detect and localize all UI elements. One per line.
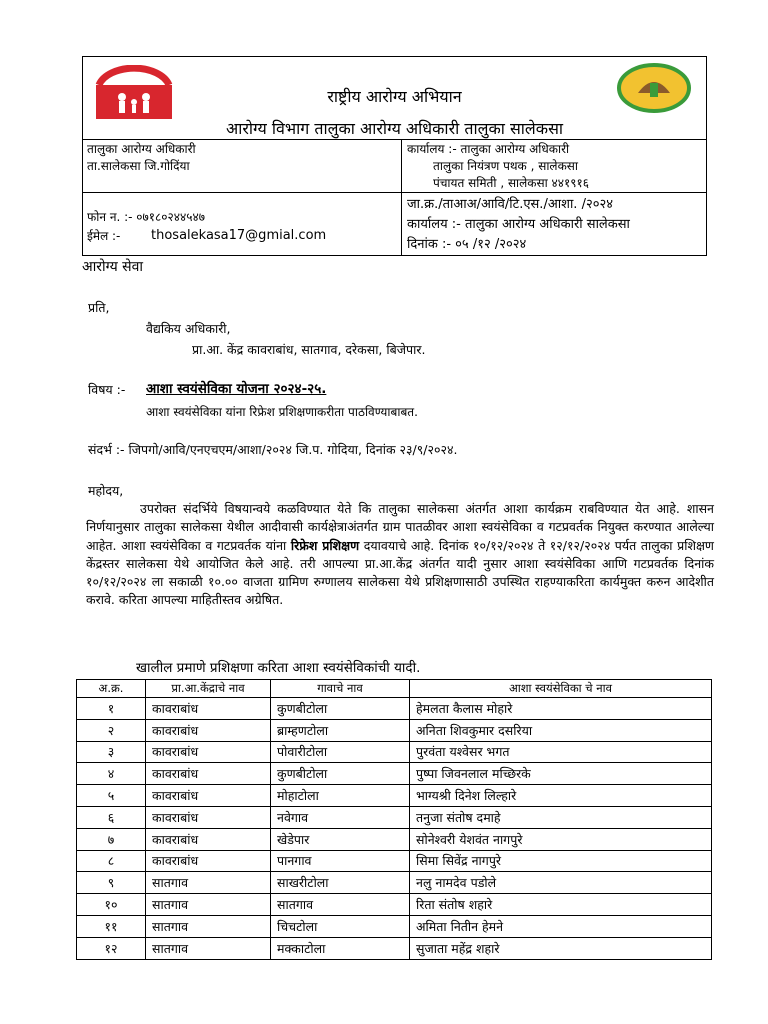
asha-name-cell: पुष्पा जिवनलाल मच्छिरके <box>410 763 712 785</box>
column-header: आशा स्वयंसेविका चे नाव <box>410 680 712 698</box>
phc-name-cell: कावराबांध <box>146 828 271 850</box>
asha-name-cell: पुरवंता यश्वेसर भगत <box>410 741 712 763</box>
left-block-line: ता.सालेकसा जि.गोदिंया <box>87 159 190 173</box>
to-label: प्रति, <box>88 300 110 315</box>
header-title: राष्ट्रीय आरोग्य अभियान <box>327 87 462 106</box>
village-name-cell: मोहाटोला <box>271 785 410 807</box>
asha-name-cell: अनिता शिवकुमार दसरिया <box>410 719 712 741</box>
divider <box>401 139 402 255</box>
table-row <box>77 785 712 807</box>
right-block-line: पंचायत समिती , सालेकसा ४४१९१६ <box>433 176 589 190</box>
asha-name-cell: रिता संतोष शहारे <box>410 894 712 916</box>
phc-name-cell: कावराबांध <box>146 850 271 872</box>
column-header: प्रा.आ.केंद्राचे नाव <box>146 680 271 698</box>
phc-name-cell: कावराबांध <box>146 719 271 741</box>
right-block-line: कार्यालय :- तालुका आरोग्य अधिकारी <box>407 142 570 156</box>
paragraph-bold: रिफ्रेश प्रशिक्षण <box>290 537 360 553</box>
list-heading: खालील प्रमाणे प्रशिक्षणा करिता आशा स्वयंसेविकांची यादी. <box>136 660 421 676</box>
divider <box>83 139 706 140</box>
subject-detail: आशा स्वयंसेविका यांना रिफ्रेश प्रशिक्षणाकरीता पाठविण्याबाबत. <box>146 405 418 419</box>
serial-number-cell: ५ <box>77 785 146 807</box>
subject-label: विषय :- <box>88 382 126 397</box>
table-row <box>77 915 712 937</box>
serial-number-cell: ८ <box>77 850 146 872</box>
serial-number-cell: ४ <box>77 763 146 785</box>
village-name-cell: चिचटोला <box>271 915 410 937</box>
phc-name-cell: सातगाव <box>146 915 271 937</box>
table-row <box>77 872 712 894</box>
office-line: कार्यालय :- तालुका आरोग्य अधिकारी सालेकसा <box>407 217 630 232</box>
reference-number: जा.क्र./ताआअ/आवि/टि.एस./आशा. /२०२४ <box>407 197 613 212</box>
asha-name-cell: हेमलता कैलास मोहारे <box>410 698 712 720</box>
phc-name-cell: कावराबांध <box>146 806 271 828</box>
serial-number-cell: ११ <box>77 915 146 937</box>
serial-number-cell: ७ <box>77 828 146 850</box>
table-row <box>77 741 712 763</box>
village-name-cell: कुणबीटोला <box>271 763 410 785</box>
table-header-row <box>77 680 712 698</box>
divider <box>83 192 706 193</box>
email-address: thosalekasa17@gmial.com <box>151 228 327 243</box>
village-name-cell: खेडेपार <box>271 828 410 850</box>
phc-name-cell: कावराबांध <box>146 785 271 807</box>
salutation: महोदय, <box>88 483 124 498</box>
village-name-cell: कुणबीटोला <box>271 698 410 720</box>
asha-name-cell: सोनेश्वरी येशवंत नागपुरे <box>410 828 712 850</box>
village-name-cell: मक्काटोला <box>271 937 410 959</box>
village-name-cell: नवेगाव <box>271 806 410 828</box>
serial-number-cell: १ <box>77 698 146 720</box>
asha-name-cell: सिमा सिवेंद्र नागपुरे <box>410 850 712 872</box>
serial-number-cell: ३ <box>77 741 146 763</box>
asha-name-cell: सुजाता महेंद्र शहारे <box>410 937 712 959</box>
village-name-cell: पानगाव <box>271 850 410 872</box>
table-row <box>77 850 712 872</box>
table-row <box>77 937 712 959</box>
table-row <box>77 698 712 720</box>
village-name-cell: पोवारीटोला <box>271 741 410 763</box>
village-name-cell: सातगाव <box>271 894 410 916</box>
centers: प्रा.आ. केंद्र कावराबांध, सातगाव, दरेकसा, बिजेपार. <box>192 342 426 357</box>
table-row <box>77 763 712 785</box>
table-body <box>77 698 712 960</box>
phc-name-cell: कावराबांध <box>146 741 271 763</box>
paragraph-text: उपरोक्त संदर्भिये विषयान्वये कळविण्यात येते कि तालुका सालेकसा अंतर्गत आशा कार्यक्रम राबविण्यात येत आहे. शासन निर्णयानुसार तालुका सालेकसा येथील आदीवासी कार्यक्षेत्राअंतर्गत ग्राम पातळीवर आशा स्वयंसेविका व गटप्रवर्तक नियुक्त करण्यात आलेल्या आहेत. आशा स्वयंसेविका व गटप्रवर्तक यांना <box>86 501 714 553</box>
phc-name-cell: सातगाव <box>146 937 271 959</box>
right-block-line: तालुका नियंत्रण पथक , सालेकसा <box>433 159 579 173</box>
phc-name-cell: सातगाव <box>146 894 271 916</box>
asha-name-cell: तनुजा संतोष दमाहे <box>410 806 712 828</box>
reference: संदर्भ :- जिपगो/आवि/एनएचएम/आशा/२०२४ जि.प. गोदिया, दिनांक २३/९/२०२४. <box>88 442 458 457</box>
left-block-line: तालुका आरोग्य अधिकारी <box>87 142 196 156</box>
phc-name-cell: कावराबांध <box>146 698 271 720</box>
phone-number: फोन न. :- ०७१८०२४४५४७ <box>87 210 205 224</box>
phc-name-cell: सातगाव <box>146 872 271 894</box>
letterhead <box>82 56 707 256</box>
recipient: वैद्यकिय अधिकारी, <box>146 321 231 336</box>
serial-number-cell: ६ <box>77 806 146 828</box>
asha-name-cell: अमिता नितीन हेमने <box>410 915 712 937</box>
table-row <box>77 719 712 741</box>
serial-number-cell: १२ <box>77 937 146 959</box>
phc-name-cell: कावराबांध <box>146 763 271 785</box>
table-row <box>77 828 712 850</box>
paragraph-text: दयावयाचे आहे. दिनांक १०/१२/२०२४ ते १२/१२/२०२४ पर्यत तालुका प्रशिक्षण केंद्रस्तर सालेकसा येथे आयोजित केले आहे. तरी आपल्या प्रा.आ.केंद्र अंतर्गत यादी नुसार आशा स्वयंसेविका आणि गटप्रवर्तक दिनांक १०/१२/२०२४ ला सकाळी १०.०० वाजता ग्रामिण रुग्णालय सालेकसा येथे प्रशिक्षणासाठी उपस्थित राहण्याकरिता कार्यमुक्त करुन आदेशीत करावे. करिता आपल्या माहितीस्तव अग्रेषित. <box>86 537 714 608</box>
email-label: ईमेल :- <box>87 229 121 243</box>
column-header: गावाचे नाव <box>271 680 410 698</box>
serial-number-cell: १० <box>77 894 146 916</box>
serial-number-cell: २ <box>77 719 146 741</box>
table-row <box>77 894 712 916</box>
header-subtitle: आरोग्य विभाग तालुका आरोग्य अधिकारी तालुका सालेकसा <box>225 119 564 138</box>
asha-name-cell: नलु नामदेव पडोले <box>410 872 712 894</box>
asha-name-cell: भाग्यश्री दिनेश लिल्हारे <box>410 785 712 807</box>
subject: आशा स्वयंसेविका योजना २०२४-२५. <box>146 381 327 397</box>
table-row <box>77 806 712 828</box>
letter-date: दिनांक :- ०५ /१२ /२०२४ <box>407 237 527 252</box>
body-paragraph <box>86 500 714 610</box>
village-name-cell: साखरीटोला <box>271 872 410 894</box>
serial-number-cell: ९ <box>77 872 146 894</box>
village-name-cell: ब्राम्हणटोला <box>271 719 410 741</box>
service-heading: आरोग्य सेवा <box>82 259 144 275</box>
column-header: अ.क्र. <box>77 680 146 698</box>
asha-table <box>76 679 712 960</box>
